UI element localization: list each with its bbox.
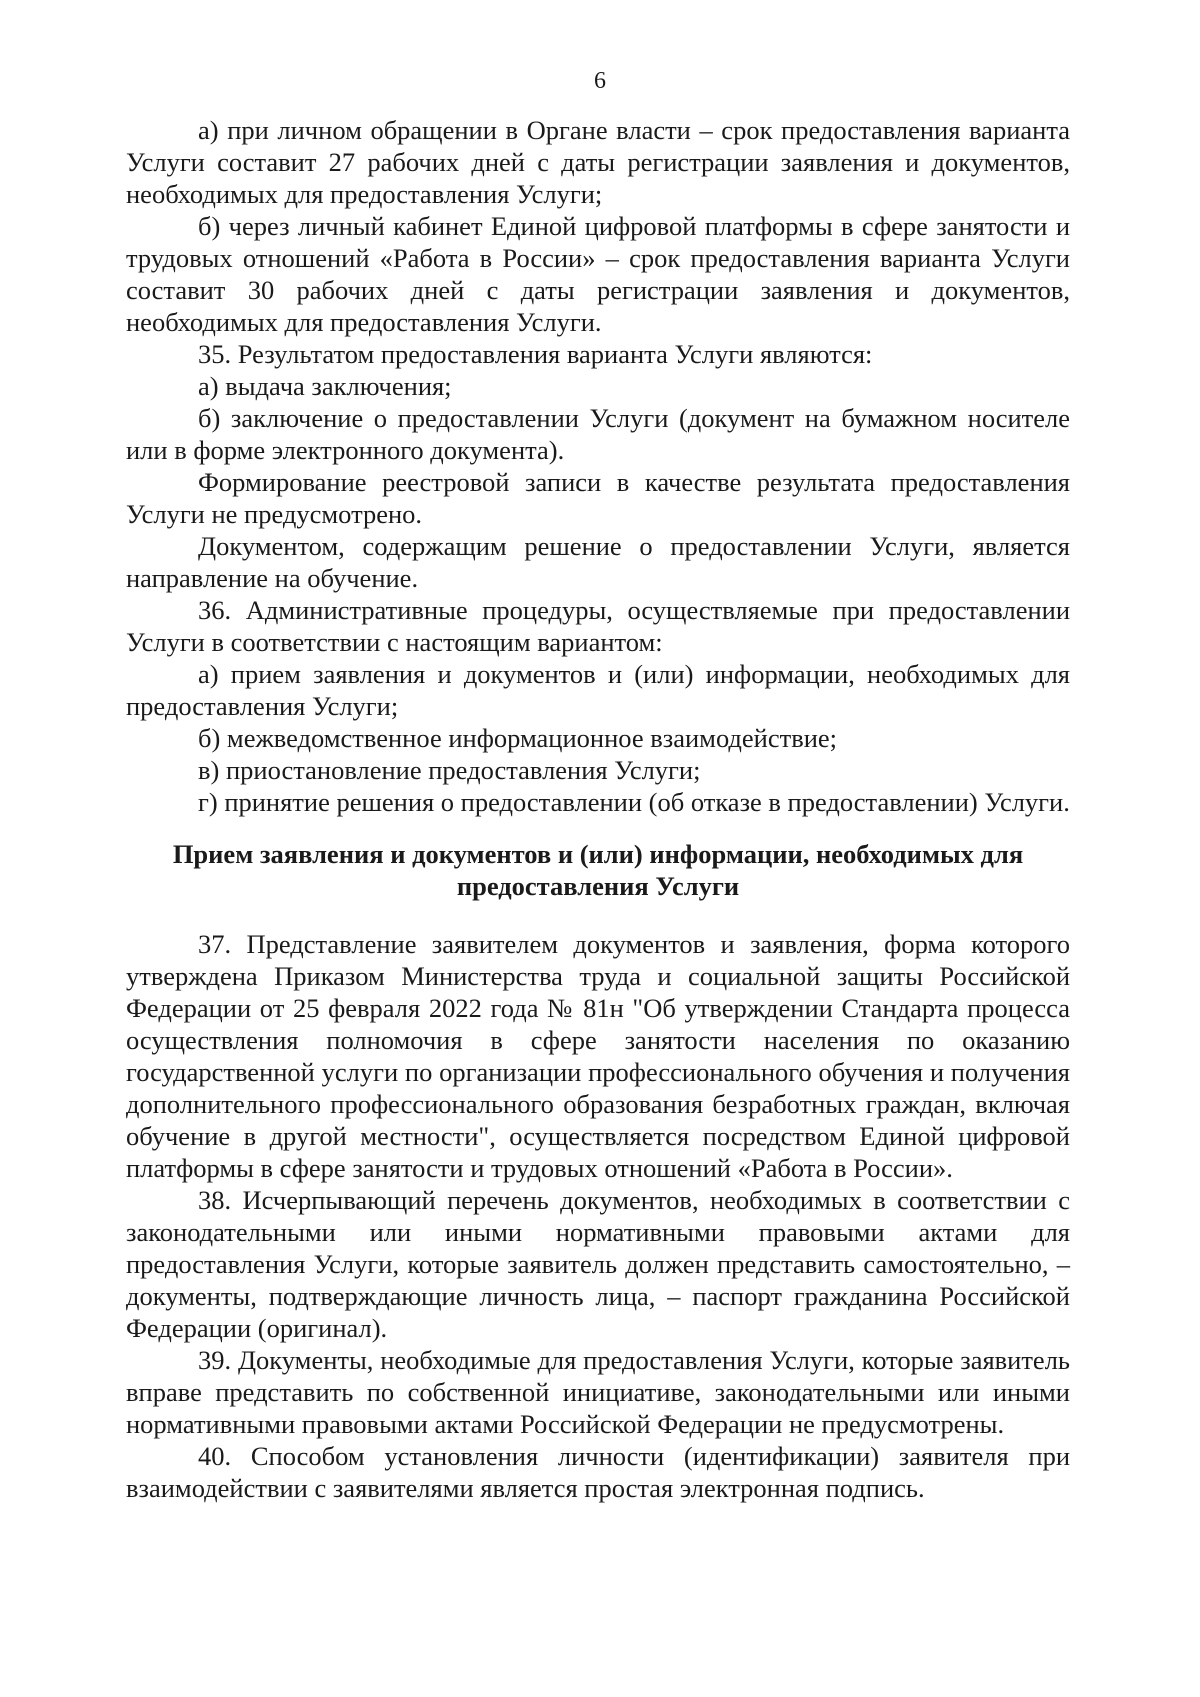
paragraph-36b: б) межведомственное информационное взаимодействие; xyxy=(198,723,838,753)
section-heading xyxy=(126,838,1070,902)
page-number: 6 xyxy=(594,68,606,94)
paragraph-36a: а) прием заявления и документов и (или) информации, необходимых для предоставления Услуги; xyxy=(126,659,1070,721)
section-heading-line-1: Прием заявления и документов и (или) информации, необходимых для xyxy=(172,839,1024,869)
section-heading-line-2: предоставления Услуги xyxy=(456,871,740,901)
paragraph-35: 35. Результатом предоставления варианта Услуги являются: xyxy=(198,339,873,369)
paragraph-36g: г) принятие решения о предоставлении (об отказе в предоставлении) Услуги. xyxy=(198,787,1070,817)
document-body xyxy=(126,114,1070,1504)
paragraph-38: 38. Исчерпывающий перечень документов, необходимых в соответствии с законодательными или иными нормативными правовыми актами для предоставления Услуги, которые заявитель должен представить самостоятельно, – документы, подтверждающие личность лица, – паспорт гражданина Российской Федерации (оригинал). xyxy=(126,1185,1070,1343)
paragraph-35b: б) заключение о предоставлении Услуги (документ на бумажном носителе или в форме электронного документа). xyxy=(126,403,1070,465)
paragraph-37: 37. Представление заявителем документов и заявления, форма которого утверждена Приказом Министерства труда и социальной защиты Российской Федерации от 25 февраля 2022 года № 81н "Об утверждении Стандарта процесса осуществления полномочия в сфере занятости населения по оказанию государственной услуги по организации профессионального обучения и получения дополнительного профессионального образования безработных граждан, включая обучение в другой местности", осуществляется посредством Единой цифровой платформы в сфере занятости и трудовых отношений «Работа в России». xyxy=(126,929,1070,1183)
paragraph-decision-document: Документом, содержащим решение о предоставлении Услуги, является направление на обучение. xyxy=(126,531,1070,593)
paragraph-34a: а) при личном обращении в Органе власти – срок предоставления варианта Услуги составит 27 рабочих дней с даты регистрации заявления и документов, необходимых для предоставления Услуги; xyxy=(126,115,1070,209)
paragraph-36: 36. Административные процедуры, осуществляемые при предоставлении Услуги в соответствии с настоящим вариантом: xyxy=(126,595,1070,657)
paragraph-34b: б) через личный кабинет Единой цифровой платформы в сфере занятости и трудовых отношений «Работа в России» – срок предоставления варианта Услуги составит 30 рабочих дней с даты регистрации заявления и документов, необходимых для предоставления Услуги. xyxy=(126,211,1070,337)
paragraph-39: 39. Документы, необходимые для предоставления Услуги, которые заявитель вправе представить по собственной инициативе, законодательными или иными нормативными правовыми актами Российской Федерации не предусмотрены. xyxy=(126,1345,1070,1439)
paragraph-36v: в) приостановление предоставления Услуги; xyxy=(198,755,701,785)
paragraph-registry-note: Формирование реестровой записи в качестве результата предоставления Услуги не предусмотрено. xyxy=(126,467,1070,529)
paragraph-35a: а) выдача заключения; xyxy=(198,371,452,401)
paragraph-40: 40. Способом установления личности (идентификации) заявителя при взаимодействии с заявителями является простая электронная подпись. xyxy=(126,1441,1070,1503)
